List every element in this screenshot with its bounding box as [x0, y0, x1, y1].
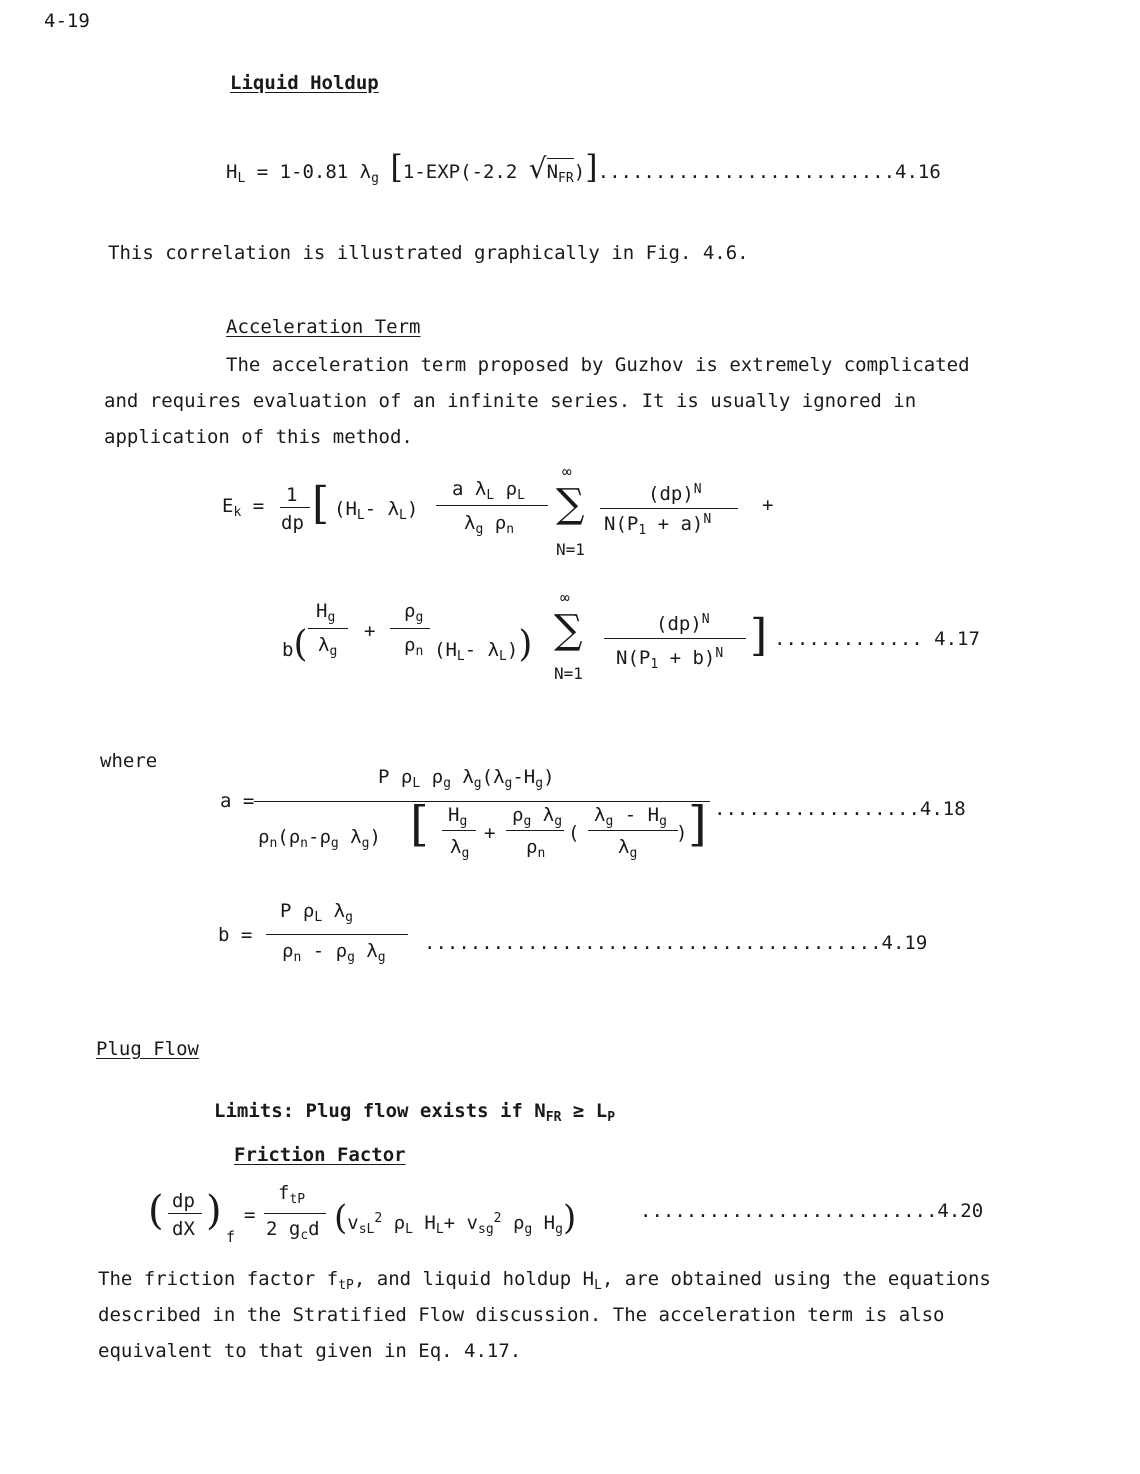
eq417-hl2: ($H_L-$ $\lambda_L$)) — [434, 624, 533, 665]
eq420-sub-f: f — [226, 1228, 236, 1246]
eq417-b: b( — [282, 624, 308, 665]
eq420-dp: dp — [172, 1190, 195, 1212]
eq417-close-bracket: ] — [750, 610, 768, 661]
eq418-inner-line3 — [588, 830, 678, 831]
eq419-leader: ........................................4.19 — [424, 932, 928, 954]
page-number: 4-19 — [44, 10, 90, 32]
eq417-frac2-den: $N(P_1 + a)^N$ — [604, 512, 712, 538]
plug-flow-limits: Limits: Plug flow exists if $N_{FR} \ge L_P$ — [214, 1100, 616, 1125]
eq417-hg-num: $H_g$ — [316, 600, 336, 625]
eq417-rhog-line — [390, 628, 430, 629]
eq418-close-bracket: ] — [688, 796, 707, 852]
eq417-frac2-num: (dp)$^N$ — [648, 482, 702, 505]
eq418-inner-close: ) — [676, 822, 688, 844]
eq416-part1: = 1-0.81 λ — [256, 161, 372, 183]
where-label: where — [100, 750, 158, 772]
eq419-num: P $\rho_L$ $\lambda_g$ — [280, 900, 353, 925]
eq417-frac1-den: $\lambda_g$ $\rho_n$ — [464, 512, 515, 537]
eq417-frac3-line — [604, 638, 746, 639]
eq418-leader: ..................4.18 — [714, 798, 966, 820]
eq419-den: $\rho_n - \rho_g$ $\lambda_g$ — [282, 940, 386, 965]
eq418-num: P $\rho_L$ $\rho_g$ $\lambda_g(\lambda_g-H_g)$ — [378, 766, 555, 791]
eq418-inner-den2: $\rho_n$ — [526, 836, 546, 861]
heading-friction-factor: Friction Factor — [234, 1144, 406, 1166]
eq416-part3: ) — [573, 161, 586, 183]
eq418-inner-den3: $\lambda_g$ — [618, 836, 638, 861]
heading-liquid-holdup: Liquid Holdup — [230, 72, 379, 94]
heading-plug-flow: Plug Flow — [96, 1038, 199, 1060]
eq416-lhs-sub: L — [237, 171, 246, 186]
eq417-frac2-line — [600, 508, 738, 509]
eq418-den-left: $\rho_n(\rho_n-\rho_g$ $\lambda_g$) — [258, 826, 381, 851]
eq417-ek: $E_k$ = — [222, 495, 265, 520]
eq420-close-paren: ) — [206, 1188, 222, 1234]
eq417-sum1-bottom: N=1 — [556, 540, 585, 559]
eq417-plus2: + — [364, 620, 376, 642]
eq417-hg-line — [308, 628, 348, 629]
eq417-frac3-den: $N(P_1 + b)^N$ — [616, 646, 724, 672]
eq420-open-paren: ( — [148, 1188, 164, 1234]
eq420-ftp: $f_{tP}$ — [278, 1182, 306, 1207]
eq418-inner-lambda: $\lambda_g$ — [450, 836, 470, 861]
eq417-sum2-top: ∞ — [560, 588, 570, 607]
holdup-note: This correlation is illustrated graphically in Fig. 4.6. — [108, 242, 749, 264]
acceleration-para-line2: and requires evaluation of an infinite series. It is usually ignored in — [104, 390, 917, 412]
eq417-leader: ............. 4.17 — [774, 628, 980, 650]
sum-icon-2: ∑ — [554, 607, 583, 653]
eq417-open-bracket: [ — [312, 478, 330, 529]
eq417-frac-line-1 — [280, 507, 310, 508]
eq418-main-line — [254, 801, 710, 802]
eq417-dp: dp — [281, 512, 304, 534]
plug-flow-para-line2: described in the Stratified Flow discussion. The acceleration term is also — [98, 1304, 945, 1326]
eq417-one: 1 — [286, 484, 298, 506]
eq416-part2: 1-EXP(-2.2 — [402, 161, 518, 183]
eq418-inner-num2: $\rho_g$ $\lambda_g$ — [512, 804, 563, 829]
eq416-root: N — [546, 161, 559, 183]
eq419-b-label: b = — [218, 924, 253, 946]
eq419-line — [266, 934, 408, 935]
plug-flow-para-line1: The friction factor $f_{tP}$, and liquid holdup $H_L$, are obtained using the equations — [98, 1268, 991, 1293]
eq420-frac-line-2 — [264, 1213, 326, 1214]
eq420-frac-line-1 — [168, 1213, 202, 1214]
eq418-inner-paren: ( — [568, 822, 580, 844]
eq416-open-bracket: [ — [390, 148, 403, 186]
sum-icon: ∑ — [556, 481, 585, 527]
eq420-dx: dX — [172, 1218, 195, 1240]
acceleration-para-line1: The acceleration term proposed by Guzhov is extremely complicated — [226, 354, 970, 376]
eq417-plus: + — [762, 494, 774, 516]
eq417-rhog-num: $\rho_g$ — [404, 600, 424, 625]
sqrt-icon: √ — [528, 152, 547, 185]
eq416-close-bracket: ] — [585, 148, 598, 186]
eq417-frac3-num: (dp)$^N$ — [656, 612, 710, 635]
eq420-leader: ..........................4.20 — [640, 1200, 984, 1222]
equation-4-16 — [226, 148, 941, 186]
plug-flow-para-line3: equivalent to that given in Eq. 4.17. — [98, 1340, 522, 1362]
eq420-den: 2 $g_cd$ — [266, 1218, 320, 1243]
eq418-inner-h: $H_g$ — [448, 804, 468, 829]
eq416-root-sub: FR — [558, 171, 574, 186]
eq417-rhog-den: $\rho_n$ — [404, 634, 424, 659]
acceleration-para-line3: application of this method. — [104, 426, 413, 448]
eq416-lhs: H — [226, 161, 238, 183]
eq417-hl: ($H_L-$ $\lambda_L$) — [334, 498, 419, 523]
eq418-a-label: a = — [220, 790, 255, 812]
eq418-inner-line1 — [442, 830, 476, 831]
eq420-equals: = — [244, 1204, 256, 1226]
eq418-open-bracket: [ — [410, 796, 429, 852]
eq417-hg-den: $\lambda_g$ — [318, 634, 338, 659]
eq418-plus: + — [484, 822, 496, 844]
heading-acceleration-term: Acceleration Term — [226, 316, 421, 338]
eq420-body: ($v_{sL}^2$ $\rho_L$ $H_L+ v_{sg}^2$ $\rho_g$ $H_g$) — [334, 1198, 577, 1238]
eq417-frac1-line — [436, 505, 548, 506]
eq417-sum1-top: ∞ — [562, 462, 572, 481]
eq416-leader: ..........................4.16 — [597, 161, 941, 183]
eq418-inner-line2 — [506, 830, 564, 831]
eq417-sum2-bottom: N=1 — [554, 664, 583, 683]
eq416-part1-sub: g — [371, 171, 379, 186]
eq417-frac1-num: a $\lambda_L$ $\rho_L$ — [452, 478, 525, 503]
eq418-inner-num3: $\lambda_g - H_g$ — [594, 804, 667, 829]
